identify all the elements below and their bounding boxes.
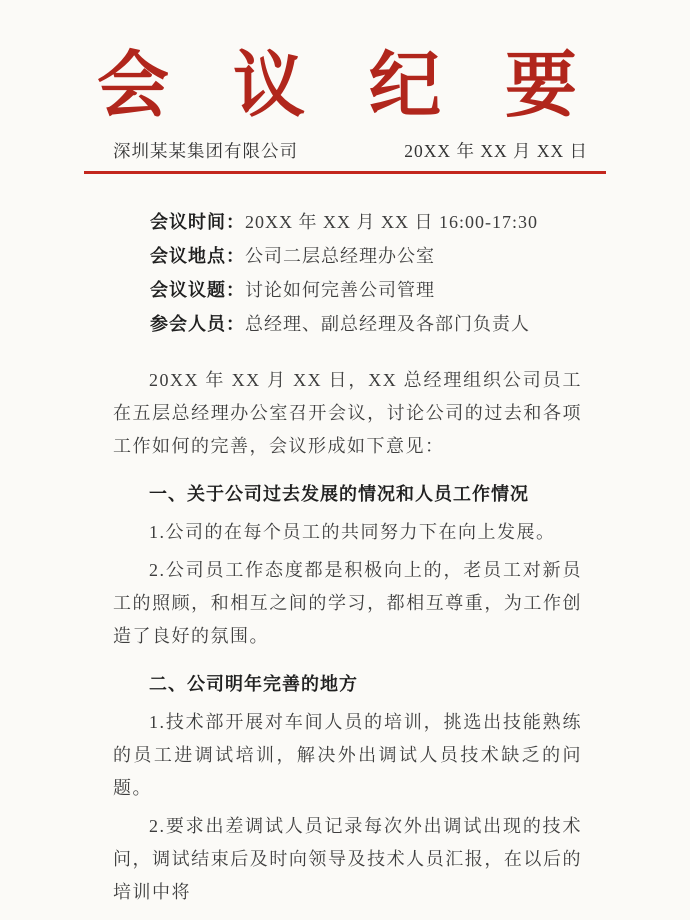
intro-paragraph: 20XX 年 XX 月 XX 日，XX 总经理组织公司员工在五层总经理办公室召开会议，讨论公司的过去和各项工作如何的完善，会议形成如下意见： [113,370,582,456]
document-date: 20XX 年 XX 月 XX 日 [404,141,588,161]
section-1-item: 2.公司员工作态度都是积极向上的，老员工对新员工的照顾，和相互之间的学习，都相互尊重，为工作创造了良好的氛围。 [113,560,582,646]
section-1-item: 1.公司的在每个员工的共同努力下在向上发展。 [149,522,556,542]
title-char: 纪 [368,46,441,126]
meta-label: 参会人员： [150,314,245,334]
document-header [84,138,606,174]
title-char: 要 [504,46,577,126]
meta-value: 20XX 年 XX 月 XX 日 16:00-17:30 [245,212,538,232]
meta-label: 会议议题： [150,280,245,300]
meta-row-attendees [150,307,582,341]
section-1-heading: 一、关于公司过去发展的情况和人员工作情况 [149,484,529,504]
meta-value: 讨论如何完善公司管理 [245,280,435,300]
section-2 [113,668,582,909]
meta-value: 总经理、副总经理及各部门负责人 [245,314,530,334]
meta-value: 公司二层总经理办公室 [245,246,435,266]
section-2-item: 2.要求出差调试人员记录每次外出调试出现的技术问，调试结束后及时向领导及技术人员汇报，在以后的培训中将 [113,816,582,902]
title-char: 议 [232,46,305,126]
document-title [97,46,577,126]
title-char: 会 [97,46,170,126]
meta-label: 会议时间： [150,212,245,232]
document-body [113,205,582,909]
section-1 [113,478,582,653]
meta-row-topic [150,273,582,307]
meta-row-place [150,239,582,273]
meta-row-time [150,205,582,239]
meeting-meta [113,205,582,341]
section-2-heading: 二、公司明年完善的地方 [149,674,358,694]
company-name: 深圳某某集团有限公司 [113,141,298,161]
section-2-item: 1.技术部开展对车间人员的培训，挑选出技能熟练的员工进调试培训，解决外出调试人员技术缺乏的问题。 [113,712,582,798]
meta-label: 会议地点： [150,246,245,266]
